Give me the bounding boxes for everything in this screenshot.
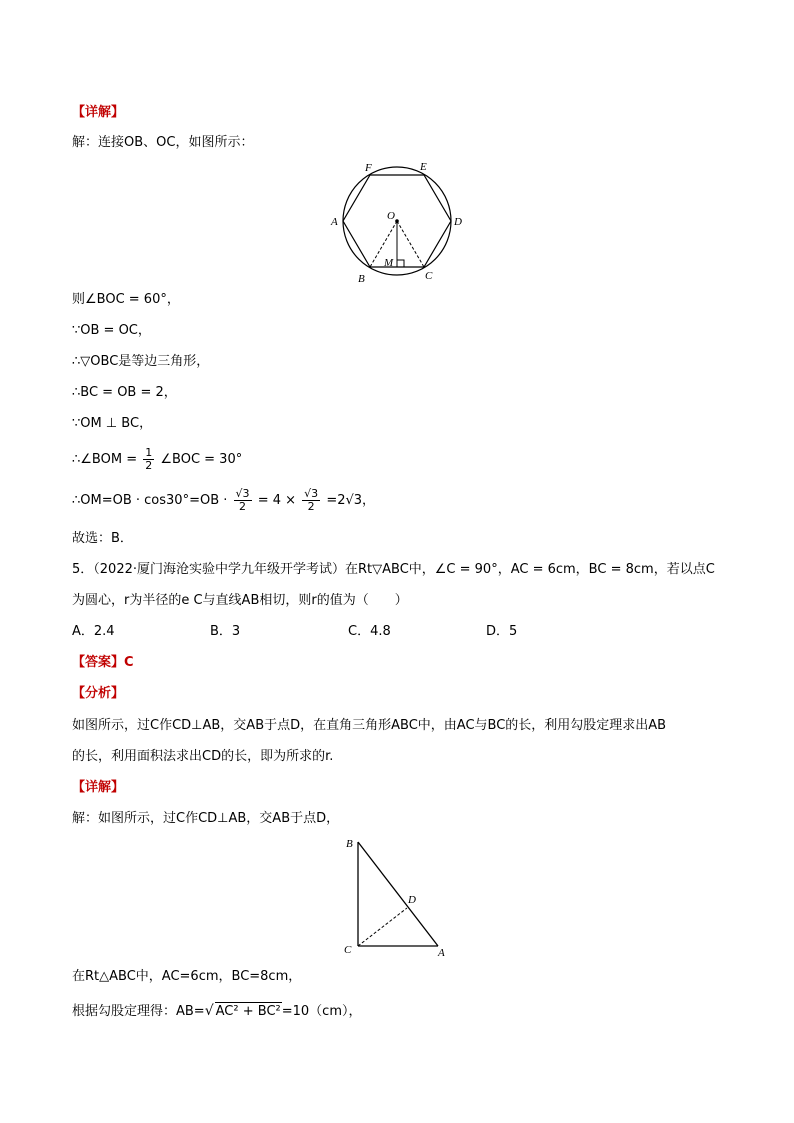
options-row bbox=[72, 623, 672, 641]
option-b: B．3 bbox=[210, 624, 241, 639]
solution-line: 则∠BOC = 60°， bbox=[72, 292, 180, 307]
fraction: $\frac{√3}{2}$ bbox=[304, 487, 319, 513]
label-O: O bbox=[387, 210, 395, 222]
solution-line: ∴▽OBC是等边三角形， bbox=[72, 354, 210, 369]
label-D: D bbox=[408, 894, 416, 906]
section-heading-detail: 【详解】 bbox=[72, 780, 125, 795]
option-a: A．2.4 bbox=[72, 624, 115, 639]
section-heading-detail: 【详解】 bbox=[72, 105, 125, 120]
option-c: C．4.8 bbox=[348, 624, 391, 639]
question-5-line2: 为圆心，r为半径的e C与直线AB相切，则r的值为（ ） bbox=[72, 593, 408, 608]
solution-line: ∴BC = OB = 2， bbox=[72, 385, 177, 400]
solution-line: 解：如图所示，过C作CD⊥AB，交AB于点D， bbox=[72, 811, 340, 826]
label-A: A bbox=[331, 216, 338, 228]
fraction: $\frac{1}{2}$ bbox=[145, 446, 153, 472]
answer-label: 【答案】 bbox=[72, 655, 125, 670]
option-d: D．5 bbox=[486, 624, 518, 639]
hexagon-circle-figure bbox=[328, 156, 468, 286]
label-B: B bbox=[358, 273, 365, 285]
analysis-line2: 的长，利用面积法求出CD的长，即为所求的r. bbox=[72, 749, 334, 764]
label-C: C bbox=[425, 270, 433, 282]
solution-line: ∵OB = OC， bbox=[72, 323, 151, 338]
label-E: E bbox=[420, 161, 427, 173]
label-A: A bbox=[438, 947, 445, 959]
answer-value: C bbox=[124, 655, 134, 670]
solution-line: 在Rt△ABC中，AC=6cm，BC=8cm， bbox=[72, 969, 302, 984]
right-triangle-figure bbox=[338, 832, 458, 960]
radicand: AC² + BC² bbox=[215, 1004, 281, 1019]
question-5-line1: 5．（2022·厦门海沧实验中学九年级开学考试）在Rt▽ABC中，∠C = 90°，AC = 6cm，BC = 8cm，若以点C bbox=[72, 562, 715, 577]
label-C: C bbox=[344, 944, 352, 956]
label-B: B bbox=[346, 838, 353, 850]
label-F: F bbox=[365, 162, 372, 174]
solution-line: ∵OM ⊥ BC， bbox=[72, 416, 153, 431]
fraction: $\frac{√3}{2}$ bbox=[235, 487, 250, 513]
analysis-line1: 如图所示，过C作CD⊥AB，交AB于点D，在直角三角形ABC中，由AC与BC的长，利用勾股定理求出AB bbox=[72, 718, 667, 733]
label-D: D bbox=[454, 216, 462, 228]
solution-line: 解：连接OB、OC，如图所示： bbox=[72, 135, 254, 150]
analysis-heading: 【分析】 bbox=[72, 686, 125, 701]
solution-line-cos: ∴OM=OB · cos30°=OB · $\frac{√3}{2}$ = 4 × $\frac{√3}{2}$ =2√3， bbox=[72, 487, 376, 513]
solution-line-fraction: ∴∠BOM = $\frac{1}{2}$ ∠BOC = 30° bbox=[72, 446, 243, 472]
choice-line: 故选：B． bbox=[72, 531, 133, 546]
label-M: M bbox=[384, 257, 394, 269]
answer-line bbox=[72, 654, 134, 672]
solution-line-sqrt: 根据勾股定理得：AB=√ AC² + BC²=10（cm）， bbox=[72, 1003, 362, 1019]
